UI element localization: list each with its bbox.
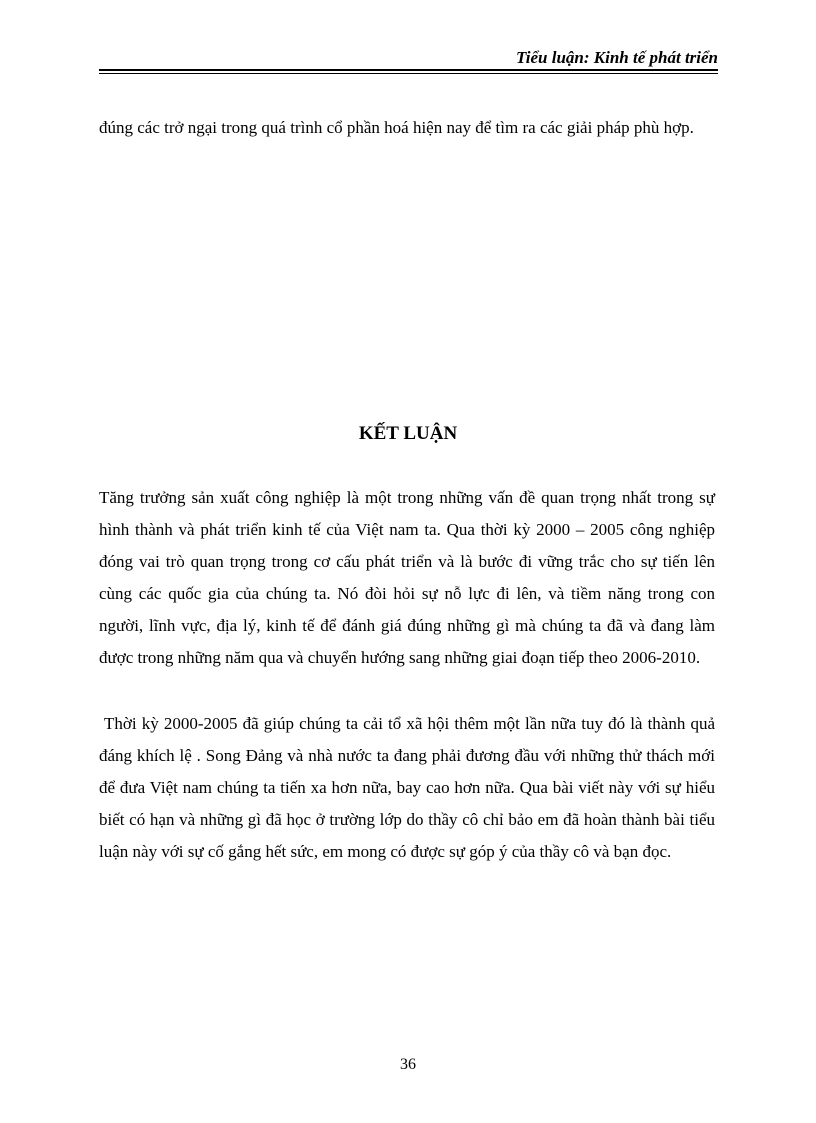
page-number: 36 [400,1056,416,1073]
conclusion-paragraph-2 [99,708,715,868]
conclusion-heading: KẾT LUẬN [358,423,458,444]
header-rule-thick [99,69,718,71]
intro-paragraph: đúng các trở ngại trong quá trình cổ phần hoá hiện nay để tìm ra các giải pháp phù hợp. [99,118,694,137]
conclusion-paragraph-1: Tăng trưởng sản xuất công nghiệp là một trong những vấn đề quan trọng nhất trong sự hình thành và phát triển kinh tế của Việt nam ta. Qua thời kỳ 2000 – 2005 công nghiệp đóng vai trò quan trọng trong cơ cấu phát triển và là bước đi vững trắc cho sự tiến lên cùng các quốc gia của chúng ta. Nó đòi hỏi sự nỗ lực đi lên, và tiềm năng trong con người, lĩnh vực, địa lý, kinh tế để đánh giá đúng những gì mà chúng ta đã và đang làm được trong những năm qua và chuyển hướng sang những giai đoạn tiếp theo 2006-2010. [99,488,715,667]
conclusion-paragraph-2-text: Thời kỳ 2000-2005 đã giúp chúng ta cải tổ xã hội thêm một lần nữa tuy đó là thành quả đáng khích lệ . Song Đảng và nhà nước ta đang phải đương đầu với những thử thách mới để đưa Việt nam chúng ta tiến xa hơn nữa, bay cao hơn nữa. Qua bài viết này với sự hiểu biết có hạn và những gì đã học ở trường lớp do thầy cô chỉ bảo em đã hoàn thành bài tiểu luận này với sự cố gắng hết sức, em mong có được sự góp ý của thầy cô và bạn đọc. [99,714,715,861]
header-rule-thin [99,73,718,74]
header-rule [99,69,718,74]
header-title: Tiểu luận: Kinh tế phát triển [516,48,718,67]
